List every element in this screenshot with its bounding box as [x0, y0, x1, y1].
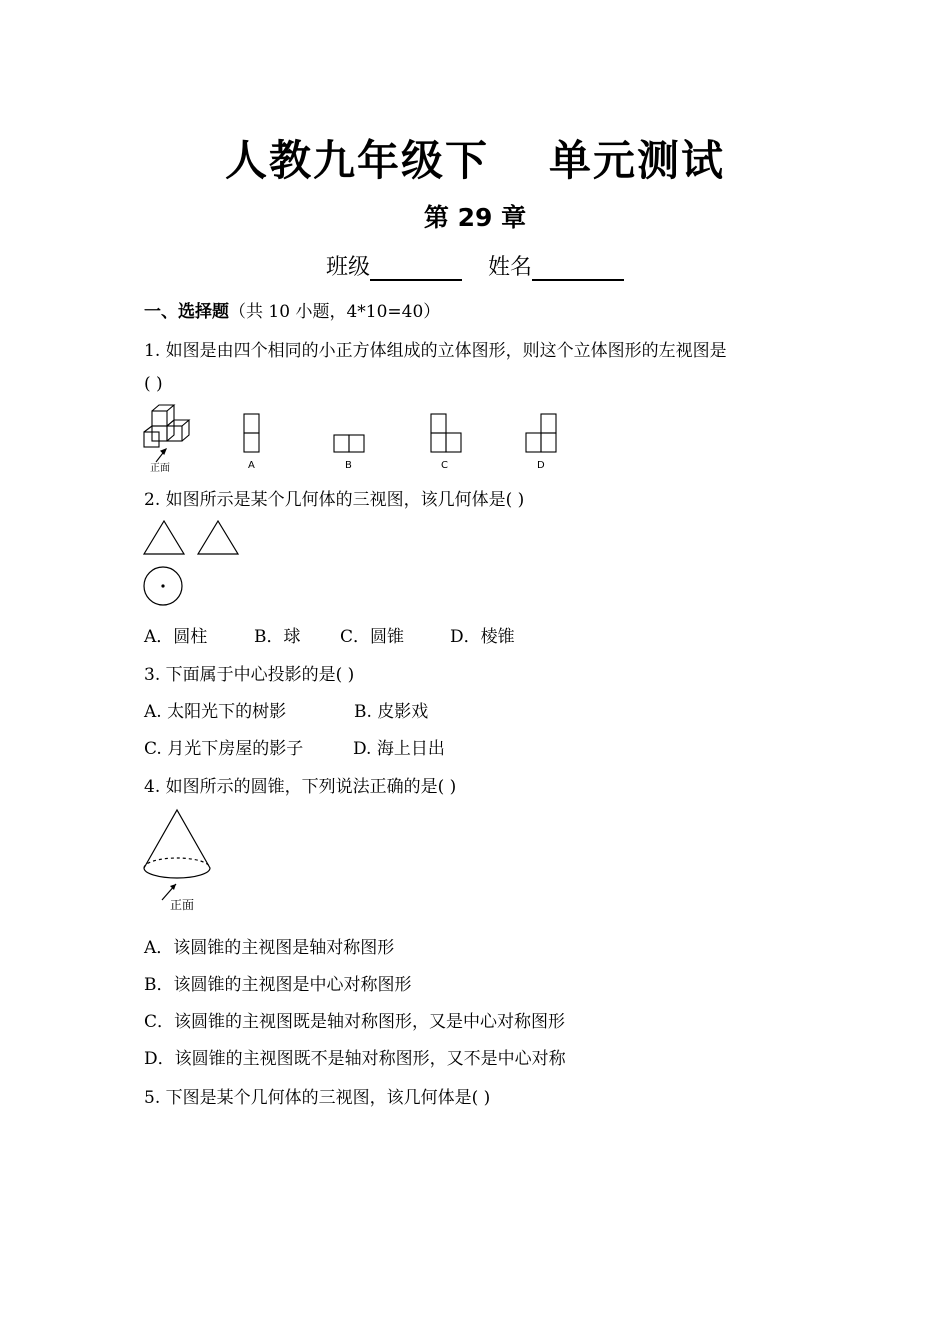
- q3-options-row2: [144, 734, 445, 759]
- q1-paren: ( ): [144, 374, 163, 394]
- q1-option-b-view: [334, 435, 364, 452]
- q2-side-view-triangle: [198, 521, 238, 554]
- q4-option-b[interactable]: B．该圆锥的主视图是中心对称图形: [144, 975, 412, 995]
- q4-option-a[interactable]: A．该圆锥的主视图是轴对称图形: [144, 938, 395, 958]
- section-heading: [144, 297, 440, 322]
- q4-option-d[interactable]: D．该圆锥的主视图既不是轴对称图形，又不是中心对称: [144, 1049, 566, 1069]
- q1-option-d-view: [526, 414, 556, 452]
- q1-option-c-view: [431, 414, 461, 452]
- q2-option-b[interactable]: B．球: [254, 627, 301, 647]
- class-blank[interactable]: [370, 257, 462, 281]
- q3-option-a[interactable]: A. 太阳光下的树影: [144, 702, 287, 722]
- name-blank[interactable]: [532, 257, 624, 281]
- q3-option-b[interactable]: B. 皮影戏: [354, 702, 429, 722]
- q4-cone-figure: [140, 806, 220, 916]
- student-info-bar: [0, 250, 950, 281]
- title-left: 人教九年级下: [224, 136, 489, 185]
- q4-cone-base-back: [144, 858, 210, 868]
- q1-label-d: D: [537, 460, 545, 471]
- q2-front-view-triangle: [144, 521, 184, 554]
- q2-top-view-center-dot: [161, 584, 164, 587]
- section-title: 一、选择题: [144, 302, 229, 322]
- q4-cone-sides: [144, 810, 210, 868]
- q2-stem: 2. 如图所示是某个几何体的三视图，该几何体是( ): [144, 490, 525, 510]
- title-right: 单元测试: [549, 136, 726, 185]
- q4-cone-base-front: [144, 868, 210, 878]
- q3-option-d[interactable]: D. 海上日出: [353, 739, 445, 759]
- q2-option-d[interactable]: D．棱锥: [450, 627, 515, 647]
- q3-option-c[interactable]: C. 月光下房屋的影子: [144, 739, 304, 759]
- q1-figure: [140, 402, 580, 474]
- q3-options-row1: [144, 697, 428, 722]
- q3-stem: 3. 下面属于中心投影的是( ): [144, 665, 355, 685]
- q2-options: [144, 622, 515, 647]
- q2-option-a[interactable]: A．圆柱: [144, 627, 208, 647]
- q1-cube-solid: [144, 405, 189, 462]
- q1-label-c: C: [441, 460, 448, 471]
- q4-front-label: 正面: [170, 898, 195, 912]
- q1-label-a: A: [248, 460, 255, 471]
- section-note: （共 10 小题，4*10=40）: [229, 302, 441, 322]
- q1-label-b: B: [345, 460, 352, 471]
- q1-stem: 1. 如图是由四个相同的小正方体组成的立体图形，则这个立体图形的左视图是: [144, 341, 727, 361]
- name-label: 姓名: [488, 255, 533, 280]
- q1-option-a-view: [244, 414, 259, 452]
- q5-stem: 5. 下图是某个几何体的三视图，该几何体是( ): [144, 1088, 491, 1108]
- q4-option-c[interactable]: C．该圆锥的主视图既是轴对称图形，又是中心对称图形: [144, 1012, 566, 1032]
- q2-three-views: [140, 516, 250, 610]
- chapter-heading: 第 29 章: [423, 203, 527, 232]
- class-label: 班级: [325, 255, 370, 280]
- q1-front-label: 正面: [150, 463, 170, 474]
- q2-option-c[interactable]: C．圆锥: [340, 627, 405, 647]
- page-title: [0, 128, 950, 188]
- q4-stem: 4. 如图所示的圆锥，下列说法正确的是( ): [144, 777, 457, 797]
